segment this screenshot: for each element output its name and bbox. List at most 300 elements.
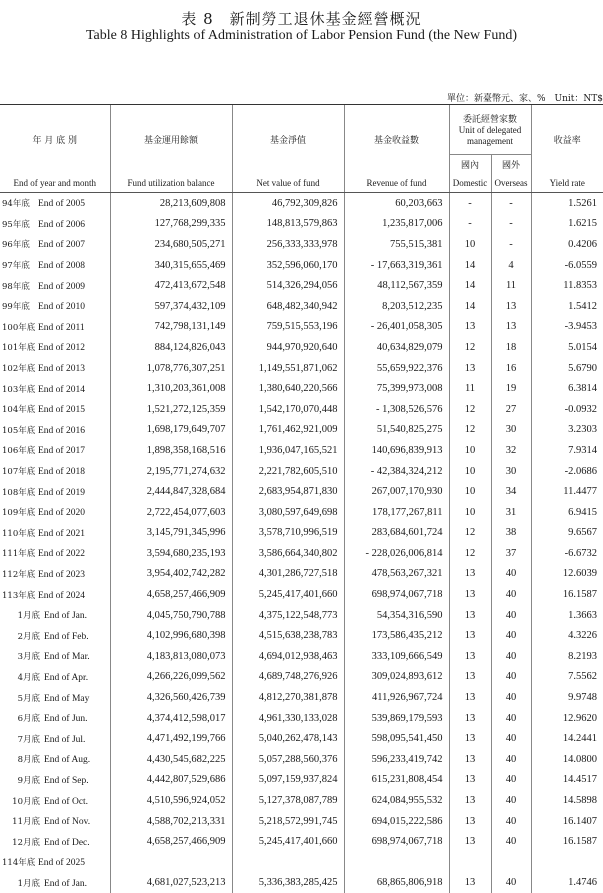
cell-overseas: 40 [491,646,531,667]
table-row [0,584,603,605]
cell-date [0,770,110,791]
cell-domestic: 12 [449,337,491,358]
date-label-en: End of 2024 [38,591,85,601]
cell-net-value: 148,813,579,863 [232,214,344,235]
date-label-en: End of 2021 [38,529,85,539]
cell-date [0,523,110,544]
cell-net-value: 4,375,122,548,773 [232,605,344,626]
cell-date [0,358,110,379]
header-domestic-zh: 國內 [449,155,491,175]
date-label-en: End of 2015 [38,405,85,415]
cell-date [0,852,110,873]
date-label-zh: 110年底 [0,527,38,539]
cell-fund-balance: 1,310,203,361,008 [110,378,232,399]
cell-date [0,605,110,626]
cell-net-value: 4,515,638,238,783 [232,625,344,646]
cell-revenue: 598,095,541,450 [344,728,449,749]
cell-domestic: 13 [449,770,491,791]
cell-date [0,234,110,255]
cell-yield [531,852,603,873]
date-label-en: End of 2013 [38,364,85,374]
cell-date [0,728,110,749]
cell-overseas: 13 [491,317,531,338]
date-label-en: End of 2025 [38,858,85,868]
date-label-en: End of Jun. [44,714,88,724]
cell-domestic: 10 [449,234,491,255]
table-row [0,255,603,276]
table-row [0,214,603,235]
cell-yield: 4.3226 [531,625,603,646]
cell-overseas: - [491,234,531,255]
cell-domestic: 10 [449,440,491,461]
cell-fund-balance: 4,658,257,466,909 [110,831,232,852]
date-label-zh: 96年底 [0,238,38,250]
cell-overseas: 19 [491,378,531,399]
cell-net-value: 4,812,270,381,878 [232,687,344,708]
table-row [0,852,603,873]
table-row [0,193,603,214]
table-row [0,564,603,585]
cell-overseas: 4 [491,255,531,276]
date-label-zh: 97年底 [0,259,38,271]
cell-date [0,214,110,235]
table-row [0,790,603,811]
cell-fund-balance: 4,326,560,426,739 [110,687,232,708]
cell-yield: 5.0154 [531,337,603,358]
date-label-zh: 114年底 [0,856,38,868]
cell-yield: 6.9415 [531,502,603,523]
header-domestic-en: Domestic [449,175,491,193]
cell-net-value: 3,586,664,340,802 [232,543,344,564]
date-label-en: End of 2016 [38,426,85,436]
date-label-zh: 7月底 [0,733,44,745]
cell-domestic: 14 [449,255,491,276]
cell-net-value: 4,689,748,276,926 [232,667,344,688]
date-label-en: End of 2012 [38,343,85,353]
table-title-en: Table 8 Highlights of Administration of Labor Pension Fund (the New Fund) [0,28,603,44]
date-label-zh: 6月底 [0,712,44,724]
cell-domestic: 12 [449,543,491,564]
cell-overseas: 38 [491,523,531,544]
cell-domestic: 12 [449,420,491,441]
table-row [0,770,603,791]
table-row [0,275,603,296]
cell-domestic: 13 [449,667,491,688]
cell-net-value: 5,057,288,560,376 [232,749,344,770]
header-date-zh: 年 月 底 別 [0,105,110,175]
cell-fund-balance: 4,374,412,598,017 [110,708,232,729]
cell-date [0,873,110,893]
cell-date [0,708,110,729]
cell-yield: 1.3663 [531,605,603,626]
header-yield-en: Yield rate [531,175,603,193]
date-label-en: End of Jan. [44,879,87,889]
cell-yield: 14.5898 [531,790,603,811]
cell-date [0,625,110,646]
cell-net-value: 5,097,159,937,824 [232,770,344,791]
cell-date [0,337,110,358]
date-label-en: End of 2018 [38,467,85,477]
cell-yield: 0.4206 [531,234,603,255]
cell-revenue: 51,540,825,275 [344,420,449,441]
cell-yield: -6.0559 [531,255,603,276]
date-label-en: End of 2010 [38,302,85,312]
date-label-en: End of Mar. [44,652,90,662]
cell-revenue: 75,399,973,008 [344,378,449,399]
date-label-zh: 113年底 [0,589,38,601]
date-label-zh: 10月底 [0,795,44,807]
date-label-en: End of 2014 [38,385,85,395]
cell-yield: 16.1407 [531,811,603,832]
date-label-en: End of May [44,694,89,704]
cell-overseas: 40 [491,790,531,811]
cell-domestic [449,852,491,873]
cell-revenue: - 1,308,526,576 [344,399,449,420]
cell-overseas: 40 [491,564,531,585]
cell-fund-balance: 2,444,847,328,684 [110,481,232,502]
cell-overseas: 40 [491,687,531,708]
cell-domestic: 13 [449,873,491,893]
table-row [0,317,603,338]
cell-yield: 1.4746 [531,873,603,893]
cell-overseas: 40 [491,873,531,893]
cell-revenue: - 17,663,319,361 [344,255,449,276]
cell-fund-balance: 742,798,131,149 [110,317,232,338]
cell-yield: 9.9748 [531,687,603,708]
cell-fund-balance: 597,374,432,109 [110,296,232,317]
cell-revenue: 267,007,170,930 [344,481,449,502]
date-label-zh: 101年底 [0,341,38,353]
table-row [0,543,603,564]
cell-yield: 1.5261 [531,193,603,214]
cell-revenue: 755,515,381 [344,234,449,255]
cell-date [0,296,110,317]
cell-fund-balance: 2,195,771,274,632 [110,461,232,482]
cell-net-value: 5,245,417,401,660 [232,584,344,605]
cell-net-value: 1,761,462,921,009 [232,420,344,441]
cell-net-value: 256,333,333,978 [232,234,344,255]
cell-fund-balance: 4,183,813,080,073 [110,646,232,667]
cell-date [0,749,110,770]
cell-domestic: 13 [449,811,491,832]
table-row [0,461,603,482]
cell-yield: 6.3814 [531,378,603,399]
date-label-en: End of Feb. [44,632,89,642]
date-label-en: End of 2020 [38,508,85,518]
header-rev-en: Revenue of fund [344,175,449,193]
cell-domestic: 13 [449,728,491,749]
cell-net-value: 2,221,782,605,510 [232,461,344,482]
date-label-en: End of 2022 [38,549,85,559]
table-row [0,873,603,893]
cell-date [0,502,110,523]
cell-fund-balance: 4,102,996,680,398 [110,625,232,646]
date-label-en: End of 2007 [38,240,85,250]
cell-fund-balance: 4,681,027,523,213 [110,873,232,893]
date-label-en: End of 2009 [38,282,85,292]
date-label-en: End of Sep. [44,776,89,786]
cell-net-value: 5,127,378,087,789 [232,790,344,811]
cell-domestic: 14 [449,296,491,317]
cell-revenue: 68,865,806,918 [344,873,449,893]
table-row [0,420,603,441]
cell-yield: 14.4517 [531,770,603,791]
cell-yield: 16.1587 [531,584,603,605]
cell-revenue: 411,926,967,724 [344,687,449,708]
cell-overseas: 34 [491,481,531,502]
date-label-zh: 111年底 [0,547,38,559]
cell-revenue: 55,659,922,376 [344,358,449,379]
cell-domestic: 13 [449,358,491,379]
date-label-en: End of 2006 [38,220,85,230]
cell-date [0,667,110,688]
cell-revenue: 40,634,829,079 [344,337,449,358]
cell-revenue: 478,563,267,321 [344,564,449,585]
cell-yield: 12.6039 [531,564,603,585]
cell-overseas: 13 [491,296,531,317]
cell-revenue: 624,084,955,532 [344,790,449,811]
cell-revenue: 8,203,512,235 [344,296,449,317]
date-label-en: End of 2008 [38,261,85,271]
cell-domestic: 13 [449,605,491,626]
cell-revenue: 698,974,067,718 [344,584,449,605]
date-label-en: End of Apr. [44,673,88,683]
cell-yield: 14.0800 [531,749,603,770]
table-row [0,605,603,626]
cell-yield: 11.8353 [531,275,603,296]
date-label-en: End of Jul. [44,735,85,745]
cell-domestic: 12 [449,523,491,544]
cell-yield: 3.2303 [531,420,603,441]
cell-date [0,646,110,667]
table-row [0,378,603,399]
cell-net-value: 759,515,553,196 [232,317,344,338]
cell-domestic: 13 [449,584,491,605]
cell-yield: 1.6215 [531,214,603,235]
header-date-en: End of year and month [0,175,110,193]
cell-date [0,564,110,585]
cell-revenue: 178,177,267,811 [344,502,449,523]
cell-fund-balance: 4,510,596,924,052 [110,790,232,811]
cell-fund-balance: 1,521,272,125,359 [110,399,232,420]
cell-yield: 5.6790 [531,358,603,379]
cell-overseas: - [491,214,531,235]
table-body [0,193,603,893]
cell-net-value: 5,218,572,991,745 [232,811,344,832]
cell-date [0,420,110,441]
date-label-zh: 108年底 [0,486,38,498]
date-label-zh: 102年底 [0,362,38,374]
table-row [0,337,603,358]
cell-revenue: 333,109,666,549 [344,646,449,667]
date-label-en: End of Oct. [44,797,88,807]
cell-domestic: 13 [449,625,491,646]
date-label-zh: 99年底 [0,300,38,312]
cell-overseas [491,852,531,873]
date-label-zh: 3月底 [0,650,44,662]
cell-revenue: 539,869,179,593 [344,708,449,729]
cell-date [0,317,110,338]
cell-fund-balance: 127,768,299,335 [110,214,232,235]
cell-revenue: 698,974,067,718 [344,831,449,852]
cell-fund-balance: 4,266,226,099,562 [110,667,232,688]
cell-domestic: 13 [449,790,491,811]
cell-net-value: 1,542,170,070,448 [232,399,344,420]
cell-overseas: 40 [491,625,531,646]
date-label-zh: 1月底 [0,877,44,889]
cell-date [0,440,110,461]
date-label-en: End of Aug. [44,755,90,765]
table-row [0,811,603,832]
cell-date [0,399,110,420]
cell-date [0,275,110,296]
table-row [0,831,603,852]
cell-domestic: 13 [449,687,491,708]
cell-overseas: 40 [491,708,531,729]
cell-yield: 12.9620 [531,708,603,729]
cell-domestic: - [449,214,491,235]
date-label-zh: 112年底 [0,568,38,580]
cell-date [0,687,110,708]
cell-domestic: 13 [449,646,491,667]
cell-domestic: 13 [449,749,491,770]
header-delegated-en: Unit of delegated management [450,125,531,147]
header-yield-zh: 收益率 [531,105,603,175]
cell-overseas: 31 [491,502,531,523]
header-net-en: Net value of fund [232,175,344,193]
cell-fund-balance: 340,315,655,469 [110,255,232,276]
cell-domestic: 11 [449,378,491,399]
table-row [0,296,603,317]
cell-net-value: 4,694,012,938,463 [232,646,344,667]
date-label-zh: 4月底 [0,671,44,683]
cell-revenue: - 26,401,058,305 [344,317,449,338]
cell-revenue: 283,684,601,724 [344,523,449,544]
cell-revenue: 596,233,419,742 [344,749,449,770]
cell-yield: -6.6732 [531,543,603,564]
cell-fund-balance [110,852,232,873]
cell-fund-balance: 2,722,454,077,603 [110,502,232,523]
cell-net-value: 1,380,640,220,566 [232,378,344,399]
cell-date [0,790,110,811]
table-row [0,502,603,523]
cell-revenue: 48,112,567,359 [344,275,449,296]
cell-domestic: 13 [449,708,491,729]
cell-fund-balance: 28,213,609,808 [110,193,232,214]
cell-fund-balance: 3,954,402,742,282 [110,564,232,585]
date-label-en: End of Dec. [44,838,90,848]
cell-overseas: 30 [491,461,531,482]
date-label-zh: 2月底 [0,630,44,642]
table-row [0,481,603,502]
cell-fund-balance: 4,442,807,529,686 [110,770,232,791]
date-label-zh: 104年底 [0,403,38,415]
cell-revenue: 60,203,663 [344,193,449,214]
date-label-zh: 98年底 [0,280,38,292]
cell-net-value: 3,080,597,649,698 [232,502,344,523]
cell-fund-balance: 884,124,826,043 [110,337,232,358]
date-label-zh: 106年底 [0,444,38,456]
date-label-en: End of 2023 [38,570,85,580]
date-label-zh: 12月底 [0,836,44,848]
header-delegated-zh: 委託經營家數 [450,112,531,125]
table-row [0,440,603,461]
date-label-en: End of 2017 [38,446,85,456]
cell-yield: 11.4477 [531,481,603,502]
date-label-zh: 105年底 [0,424,38,436]
cell-fund-balance: 1,698,179,649,707 [110,420,232,441]
date-label-zh: 107年底 [0,465,38,477]
table-row [0,728,603,749]
cell-domestic: 13 [449,317,491,338]
cell-fund-balance: 4,658,257,466,909 [110,584,232,605]
cell-overseas: 18 [491,337,531,358]
date-label-zh: 1月底 [0,609,44,621]
cell-date [0,378,110,399]
cell-net-value: 2,683,954,871,830 [232,481,344,502]
cell-domestic: 10 [449,461,491,482]
date-label-en: End of Jan. [44,611,87,621]
cell-domestic: 10 [449,502,491,523]
table-row [0,646,603,667]
cell-date [0,543,110,564]
cell-net-value: 4,961,330,133,028 [232,708,344,729]
date-label-zh: 109年底 [0,506,38,518]
header-delegated [449,105,531,155]
date-label-zh: 94年底 [0,197,38,209]
cell-fund-balance: 4,471,492,199,766 [110,728,232,749]
cell-overseas: 40 [491,605,531,626]
cell-date [0,584,110,605]
date-label-zh: 103年底 [0,383,38,395]
cell-overseas: 37 [491,543,531,564]
cell-date [0,481,110,502]
cell-overseas: 40 [491,811,531,832]
cell-revenue: 173,586,435,212 [344,625,449,646]
table-row [0,358,603,379]
table-row [0,667,603,688]
header-fund-zh: 基金運用餘額 [110,105,232,175]
cell-yield: 1.5412 [531,296,603,317]
date-label-zh: 100年底 [0,321,38,333]
header-overseas-en: Overseas [491,175,531,193]
cell-yield: 8.2193 [531,646,603,667]
table-title-zh: 表 8 新制勞工退休基金經營概況 [0,8,603,29]
date-label-zh: 11月底 [0,815,44,827]
header-fund-en: Fund utilization balance [110,175,232,193]
cell-net-value: 514,326,294,056 [232,275,344,296]
cell-date [0,831,110,852]
header-overseas-zh: 國外 [491,155,531,175]
table-row [0,708,603,729]
cell-revenue: - 228,026,006,814 [344,543,449,564]
cell-net-value: 5,040,262,478,143 [232,728,344,749]
cell-yield: 16.1587 [531,831,603,852]
cell-domestic: 10 [449,481,491,502]
cell-domestic: 12 [449,399,491,420]
date-label-zh: 95年底 [0,218,38,230]
table-row [0,523,603,544]
cell-yield: -0.0932 [531,399,603,420]
cell-overseas: 40 [491,667,531,688]
cell-fund-balance: 1,898,358,168,516 [110,440,232,461]
table-row [0,625,603,646]
cell-fund-balance: 4,430,545,682,225 [110,749,232,770]
cell-fund-balance: 4,045,750,790,788 [110,605,232,626]
cell-fund-balance: 1,078,776,307,251 [110,358,232,379]
cell-overseas: 40 [491,728,531,749]
cell-overseas: 40 [491,831,531,852]
